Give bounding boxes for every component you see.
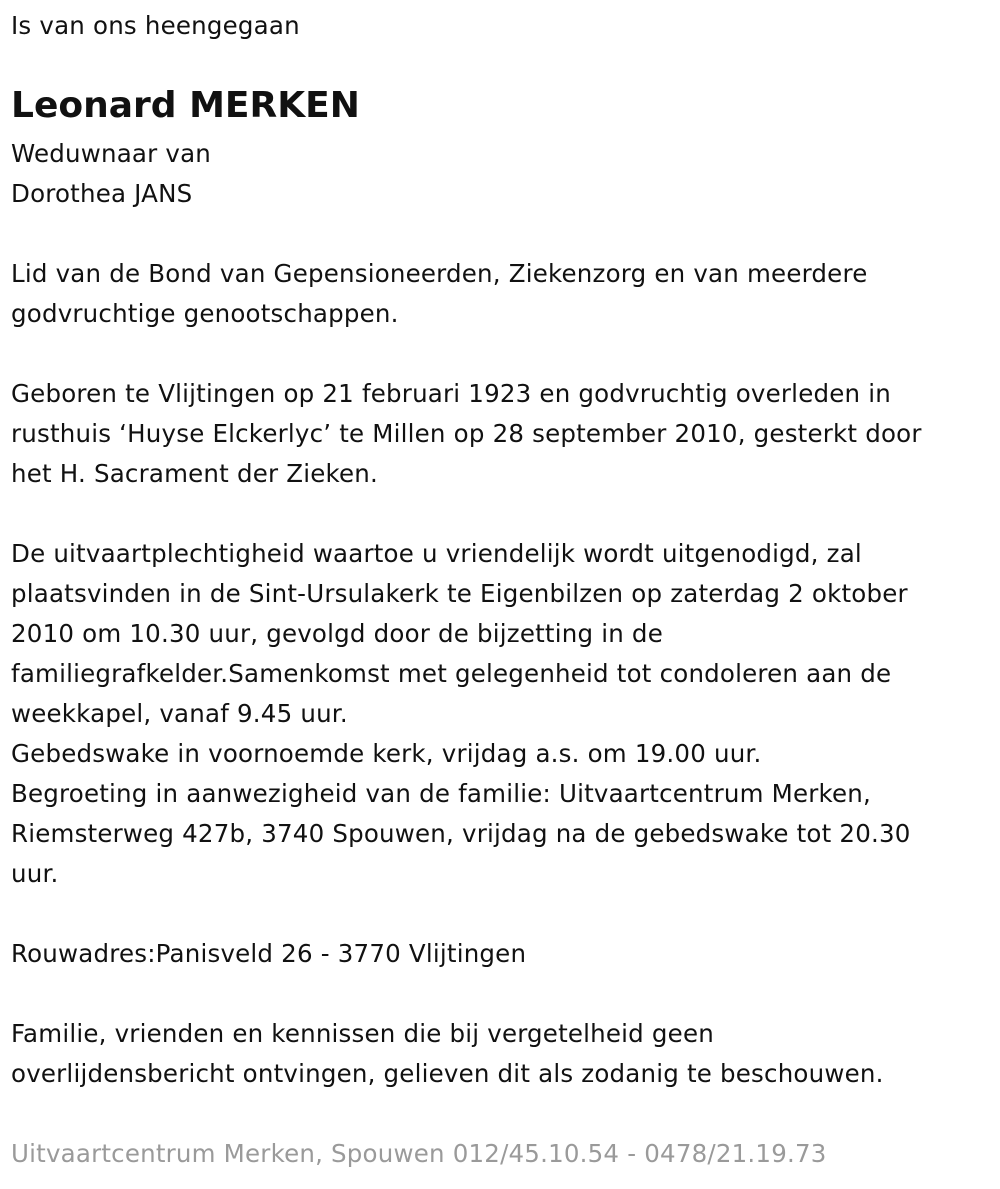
birth-death-paragraph xyxy=(11,374,922,494)
closing-line: overlijdensbericht ontvingen, gelieven dit als zodanig te beschouwen. xyxy=(11,1059,884,1088)
funeral-home-footer: Uitvaartcentrum Merken, Spouwen 012/45.10.54 - 0478/21.19.73 xyxy=(11,1139,827,1168)
closing-paragraph xyxy=(11,1014,884,1094)
membership-paragraph xyxy=(11,254,867,334)
spouse-label: Weduwnaar van xyxy=(11,139,212,168)
greeting-line: uur. xyxy=(11,859,59,888)
mourning-address xyxy=(11,934,526,974)
ceremony-line: weekkapel, vanaf 9.45 uur. xyxy=(11,699,348,728)
closing-line: Familie, vrienden en kennissen die bij vergetelheid geen xyxy=(11,1019,714,1048)
address-line: Rouwadres:Panisveld 26 - 3770 Vlijtingen xyxy=(11,939,527,968)
deceased-name: Leonard MERKEN xyxy=(11,85,360,126)
birth-death-line: rusthuis ‘Huyse Elckerlyc’ te Millen op 28 september 2010, gesterkt door xyxy=(11,419,922,448)
ceremony-line: plaatsvinden in de Sint-Ursulakerk te Eigenbilzen op zaterdag 2 oktober xyxy=(11,579,908,608)
membership-line: godvruchtige genootschappen. xyxy=(11,299,399,328)
membership-line: Lid van de Bond van Gepensioneerden, Ziekenzorg en van meerdere xyxy=(11,259,868,288)
ceremony-line: De uitvaartplechtigheid waartoe u vriendelijk wordt uitgenodigd, zal xyxy=(11,539,862,568)
spouse-name: Dorothea JANS xyxy=(11,179,193,208)
ceremony-line: 2010 om 10.30 uur, gevolgd door de bijzetting in de xyxy=(11,619,663,648)
vigil-line: Gebedswake in voornoemde kerk, vrijdag a.s. om 19.00 uur. xyxy=(11,739,762,768)
greeting-line: Begroeting in aanwezigheid van de familie: Uitvaartcentrum Merken, xyxy=(11,779,872,808)
birth-death-line: Geboren te Vlijtingen op 21 februari 1923 en godvruchtig overleden in xyxy=(11,379,891,408)
greeting-line: Riemsterweg 427b, 3740 Spouwen, vrijdag na de gebedswake tot 20.30 xyxy=(11,819,911,848)
birth-death-line: het H. Sacrament der Zieken. xyxy=(11,459,378,488)
intro-text: Is van ons heengegaan xyxy=(11,11,300,40)
spouse-block xyxy=(11,134,211,214)
ceremony-paragraph xyxy=(11,534,911,894)
ceremony-line: familiegrafkelder.Samenkomst met gelegenheid tot condoleren aan de xyxy=(11,659,892,688)
